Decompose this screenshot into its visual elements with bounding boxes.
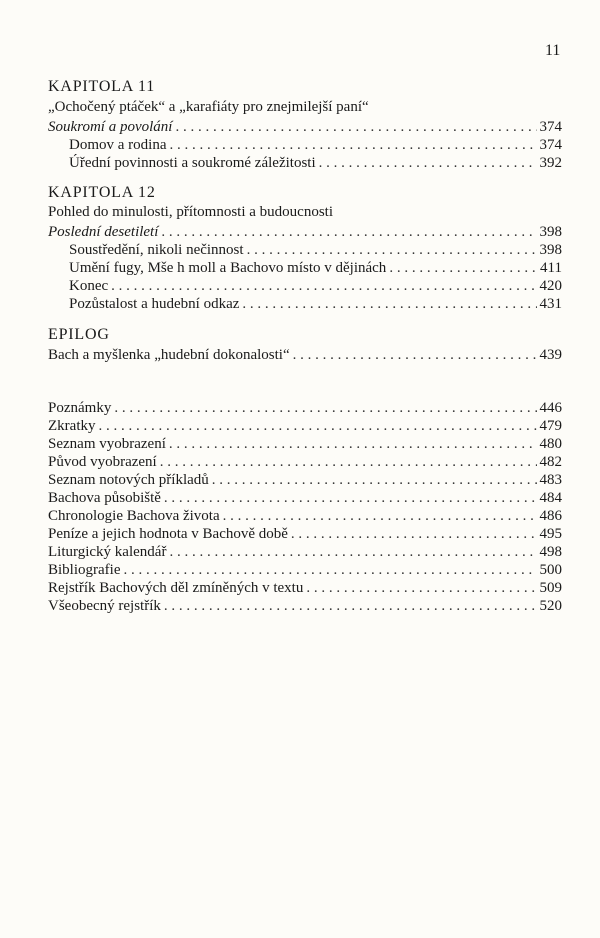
toc-entry[interactable] <box>48 506 562 526</box>
leader-dots <box>164 596 537 616</box>
toc-entry-page: 486 <box>539 508 562 524</box>
chapter-heading: KAPITOLA 11 <box>48 78 156 95</box>
leader-dots <box>114 398 536 418</box>
toc-entry[interactable] <box>48 117 562 137</box>
toc-entry-label: Domov a rodina <box>69 137 167 153</box>
toc-entry-label: Zkratky <box>48 418 96 434</box>
toc-entry[interactable] <box>48 578 562 598</box>
toc-entry[interactable] <box>48 596 562 616</box>
toc-entry-label: Seznam notových příkladů <box>48 472 209 488</box>
leader-dots <box>169 434 537 454</box>
leader-dots <box>175 117 536 137</box>
leader-dots <box>111 276 536 296</box>
leader-dots <box>169 542 536 562</box>
leader-dots <box>293 345 537 365</box>
leader-dots <box>242 294 536 314</box>
leader-dots <box>98 416 536 436</box>
toc-entry[interactable] <box>69 276 562 296</box>
toc-entry-page: 495 <box>539 526 562 542</box>
toc-entry-label: Bachova působiště <box>48 490 161 506</box>
toc-entry-label: Umění fugy, Mše h moll a Bachovo místo v dějinách <box>69 260 387 276</box>
toc-entry[interactable] <box>48 222 562 242</box>
toc-entry-page: 500 <box>539 562 562 578</box>
leader-dots <box>164 488 537 508</box>
toc-entry[interactable] <box>48 434 562 454</box>
leader-dots <box>161 222 536 242</box>
leader-dots <box>223 506 537 526</box>
toc-entry-page: 479 <box>539 418 562 434</box>
toc-entry-page: 446 <box>539 400 562 416</box>
leader-dots <box>306 578 536 598</box>
toc-entry-label: Konec <box>69 278 109 294</box>
toc-entry-label: Všeobecný rejstřík <box>48 598 161 614</box>
chapter-subtitle: „Ochočený ptáček“ a „karafiáty pro znejmilejší paní“ <box>48 99 369 115</box>
toc-entry-page: 398 <box>539 242 562 258</box>
toc-entry[interactable] <box>48 542 562 562</box>
chapter-subtitle: Pohled do minulosti, přítomnosti a budoucnosti <box>48 204 333 220</box>
toc-entry[interactable] <box>69 258 562 278</box>
toc-entry-page: 420 <box>539 278 562 294</box>
toc-entry[interactable] <box>69 135 562 155</box>
toc-entry-page: 398 <box>539 224 562 240</box>
toc-entry[interactable] <box>48 470 562 490</box>
leader-dots <box>291 524 537 544</box>
toc-entry-page: 484 <box>539 490 562 506</box>
toc-entry-label: Úřední povinnosti a soukromé záležitosti <box>69 155 316 171</box>
toc-entry-page: 374 <box>539 137 562 153</box>
toc-entry-label: Liturgický kalendář <box>48 544 167 560</box>
leader-dots <box>123 560 536 580</box>
toc-entry-page: 392 <box>539 155 562 171</box>
leader-dots <box>160 452 537 472</box>
toc-entry-page: 520 <box>539 598 562 614</box>
toc-entry[interactable] <box>48 488 562 508</box>
toc-entry-page: 431 <box>539 296 562 312</box>
chapter-heading: EPILOG <box>48 326 110 343</box>
leader-dots <box>212 470 537 490</box>
chapter-heading: KAPITOLA 12 <box>48 184 156 201</box>
toc-entry[interactable] <box>69 153 562 173</box>
leader-dots <box>319 153 537 173</box>
toc-entry-label: Poznámky <box>48 400 112 416</box>
toc-entry-page: 498 <box>539 544 562 560</box>
toc-entry-page: 482 <box>539 454 562 470</box>
toc-entry-label: Soukromí a povolání <box>48 119 173 135</box>
page-number: 11 <box>545 42 561 59</box>
toc-entry[interactable] <box>48 398 562 418</box>
leader-dots <box>169 135 536 155</box>
toc-entry[interactable] <box>69 294 562 314</box>
toc-entry-page: 509 <box>539 580 562 596</box>
toc-entry-label: Bach a myšlenka „hudební dokonalosti“ <box>48 347 290 363</box>
leader-dots <box>389 258 537 278</box>
toc-entry-label: Rejstřík Bachových děl zmíněných v textu <box>48 580 304 596</box>
toc-entry[interactable] <box>48 560 562 580</box>
toc-entry[interactable] <box>48 452 562 472</box>
toc-entry[interactable] <box>48 345 562 365</box>
toc-entry[interactable] <box>48 524 562 544</box>
toc-entry-label: Původ vyobrazení <box>48 454 157 470</box>
toc-entry-label: Pozůstalost a hudební odkaz <box>69 296 240 312</box>
toc-entry-label: Peníze a jejich hodnota v Bachově době <box>48 526 288 542</box>
toc-entry-page: 439 <box>539 347 562 363</box>
toc-entry-page: 483 <box>539 472 562 488</box>
toc-entry-label: Poslední desetiletí <box>48 224 159 240</box>
toc-entry-page: 480 <box>539 436 562 452</box>
toc-entry-page: 374 <box>539 119 562 135</box>
toc-entry-label: Soustředění, nikoli nečinnost <box>69 242 244 258</box>
toc-entry[interactable] <box>48 416 562 436</box>
toc-entry-label: Seznam vyobrazení <box>48 436 166 452</box>
toc-entry-page: 411 <box>540 260 562 276</box>
leader-dots <box>247 240 537 260</box>
toc-entry-label: Chronologie Bachova života <box>48 508 220 524</box>
toc-entry-label: Bibliografie <box>48 562 121 578</box>
toc-entry[interactable] <box>69 240 562 260</box>
